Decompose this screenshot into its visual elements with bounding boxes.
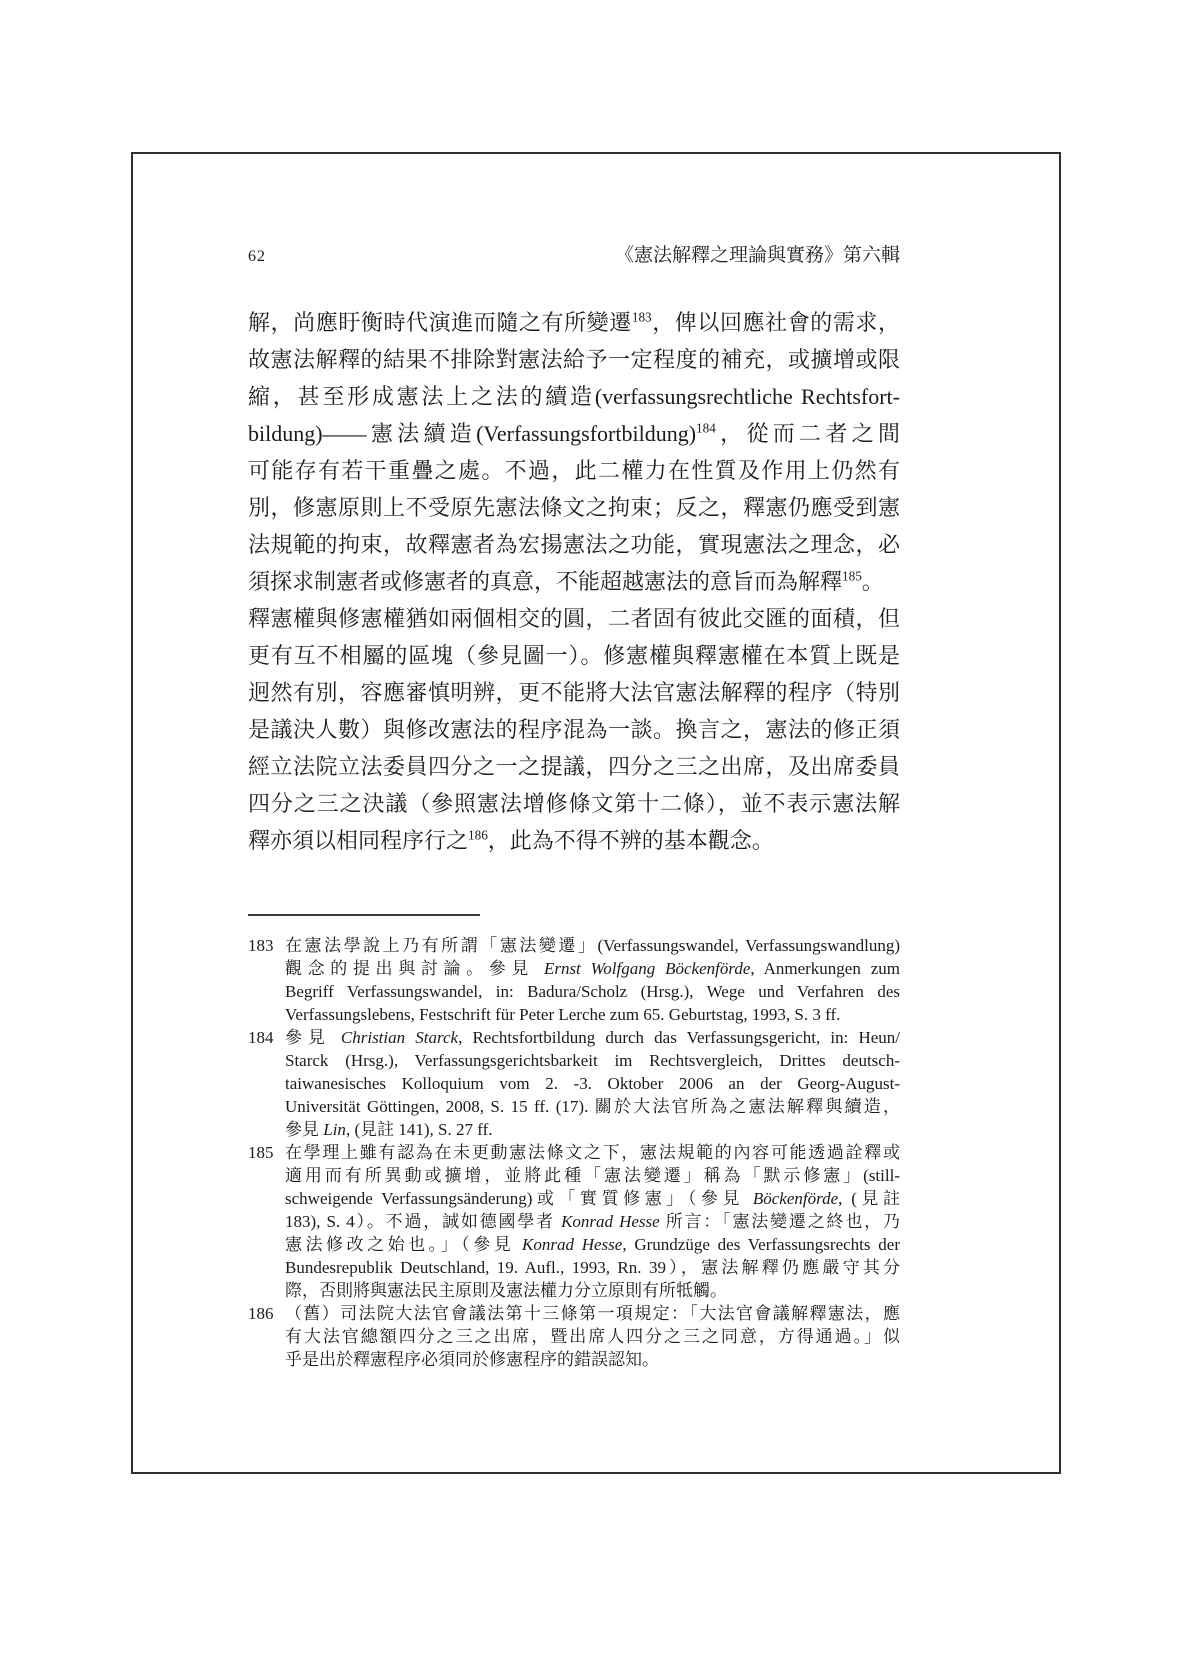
footnote-line bbox=[285, 1187, 900, 1210]
body-line bbox=[248, 415, 900, 452]
footnote-line bbox=[285, 1348, 900, 1371]
body-line bbox=[248, 304, 900, 341]
footnote-line bbox=[285, 1072, 900, 1095]
text-segment: Bundesrepublik Deutschland, 19. Aufl., 1993, Rn. 39），憲法解釋仍應嚴守其分 bbox=[285, 1258, 900, 1277]
footnote-reference: 183 bbox=[631, 309, 652, 325]
text-segment: , Grundzüge des Verfassungsrechts der bbox=[622, 1235, 900, 1254]
body-line bbox=[248, 378, 900, 415]
text-segment: ，此為不得不辨的基本觀念。 bbox=[487, 828, 774, 853]
text-segment: Ernst Wolfgang Böckenförde bbox=[543, 959, 751, 978]
body-line bbox=[248, 674, 900, 711]
body-line bbox=[248, 637, 900, 674]
text-segment: ，從而二者之間 bbox=[715, 421, 900, 446]
body-line bbox=[248, 526, 900, 563]
body-line bbox=[248, 341, 900, 378]
body-line bbox=[248, 748, 900, 785]
footnote-reference: 185 bbox=[842, 568, 862, 584]
text-segment: 適用而有所異動或擴增，並將此種「憲法變遷」稱為「默示修憲」(still- bbox=[285, 1166, 900, 1185]
text-segment: schweigende Verfassungsänderung)或「實質修憲」（參見 bbox=[285, 1189, 753, 1208]
footnote-number: 186 bbox=[248, 1304, 274, 1323]
footnote-line bbox=[285, 1118, 900, 1141]
text-segment: 可能存有若干重疊之處。不過，此二權力在性質及作用上仍然有 bbox=[248, 458, 900, 483]
text-segment: 經立法院立法委員四分之一之提議，四分之三之出席，及出席委員 bbox=[248, 754, 900, 779]
text-segment: Begriff Verfassungswandel, in: Badura/Scholz (Hrsg.), Wege und Verfahren des bbox=[285, 982, 900, 1001]
footnote-line bbox=[285, 1003, 900, 1026]
text-segment: Böckenförde bbox=[752, 1189, 839, 1208]
text-segment: , (見註 bbox=[838, 1189, 900, 1208]
text-segment: bildung)——憲法續造(Verfassungsfortbildung) bbox=[248, 421, 697, 446]
text-segment: 乎是出於釋憲程序必須同於修憲程序的錯誤認知。 bbox=[285, 1350, 659, 1369]
footnote-line bbox=[285, 1049, 900, 1072]
footnote-reference: 186 bbox=[468, 827, 488, 843]
text-segment: Christian Starck bbox=[340, 1028, 459, 1047]
text-segment: 解，尚應盱衡時代演進而隨之有所變遷 bbox=[248, 310, 632, 335]
footnote-reference: 184 bbox=[696, 420, 716, 436]
body-line bbox=[248, 600, 900, 637]
footnote-line bbox=[285, 1095, 900, 1118]
text-segment: 參見 bbox=[285, 1028, 341, 1047]
text-segment: 在學理上雖有認為在未更動憲法條文之下，憲法規範的內容可能透過詮釋或 bbox=[285, 1143, 900, 1162]
footnote-183 bbox=[248, 934, 900, 1026]
footnote-186 bbox=[248, 1302, 900, 1371]
footnote-line bbox=[285, 1233, 900, 1256]
text-segment: 法規範的拘束，故釋憲者為宏揚憲法之功能，實現憲法之理念，必 bbox=[248, 532, 900, 557]
body-line bbox=[248, 711, 900, 748]
text-segment: 所言：「憲法變遷之終也，乃 bbox=[659, 1212, 900, 1231]
text-segment: Universität Göttingen, 2008, S. 15 ff. (17). 關於大法官所為之憲法解釋與續造， bbox=[285, 1097, 900, 1116]
text-segment: Konrad Hesse bbox=[522, 1235, 623, 1254]
footnote-number: 183 bbox=[248, 936, 274, 955]
text-segment: 是議決人數）與修改憲法的程序混為一談。換言之，憲法的修正須 bbox=[248, 717, 900, 742]
footnote-line bbox=[285, 1325, 900, 1348]
body-line bbox=[248, 452, 900, 489]
text-segment: 更有互不相屬的區塊（參見圖一）。修憲權與釋憲權在本質上既是 bbox=[248, 643, 900, 668]
body-line bbox=[248, 563, 900, 600]
footnote-line bbox=[285, 1302, 900, 1325]
text-segment: Lin bbox=[323, 1120, 346, 1139]
footnote-number: 184 bbox=[248, 1028, 274, 1047]
text-segment: , Rechtsfortbildung durch das Verfassungsgericht, in: Heun/ bbox=[458, 1028, 900, 1047]
text-segment: , (見註 141), S. 27 ff. bbox=[345, 1120, 493, 1139]
text-segment: 在憲法學說上乃有所謂「憲法變遷」(Verfassungswandel, Verfassungswandlung) bbox=[285, 936, 900, 955]
text-segment: Verfassungslebens, Festschrift für Peter Lerche zum 65. Geburtstag, 1993, S. 3 ff. bbox=[285, 1005, 841, 1024]
text-segment: 釋憲權與修憲權猶如兩個相交的圓，二者固有彼此交匯的面積，但 bbox=[248, 606, 900, 631]
text-segment: 縮，甚至形成憲法上之法的續造(verfassungsrechtliche Rechtsfort- bbox=[248, 384, 900, 409]
body-line bbox=[248, 489, 900, 526]
text-segment: 有大法官總額四分之三之出席，暨出席人四分之三之同意，方得通過。」似 bbox=[285, 1327, 900, 1346]
footnote-184 bbox=[248, 1026, 900, 1141]
text-segment: 183), S. 4）。不過，誠如德國學者 bbox=[285, 1212, 562, 1231]
footnote-line bbox=[285, 957, 900, 980]
footnote-line bbox=[285, 1210, 900, 1233]
footnote-line bbox=[285, 1256, 900, 1279]
page-number: 62 bbox=[248, 248, 266, 265]
text-segment: （舊）司法院大法官會議法第十三條第一項規定：「大法官會議解釋憲法，應 bbox=[285, 1304, 900, 1323]
page-frame bbox=[131, 152, 1061, 1474]
text-segment: 四分之三之決議（參照憲法增修條文第十二條），並不表示憲法解 bbox=[248, 791, 900, 816]
text-segment: 際，否則將與憲法民主原則及憲法權力分立原則有所牴觸。 bbox=[285, 1281, 727, 1300]
text-segment: 須探求制憲者或修憲者的真意，不能超越憲法的意旨而為解釋 bbox=[248, 569, 843, 594]
text-segment: 。 bbox=[861, 569, 884, 594]
text-segment: Starck (Hrsg.), Verfassungsgerichtsbarkeit im Rechtsvergleich, Drittes deutsch- bbox=[285, 1051, 900, 1070]
text-segment: 釋亦須以相同程序行之 bbox=[248, 828, 469, 853]
footnote-separator bbox=[248, 914, 480, 916]
footnote-line bbox=[285, 1026, 900, 1049]
text-segment: 迥然有別，容應審慎明辨，更不能將大法官憲法解釋的程序（特別 bbox=[248, 680, 900, 705]
book-title: 《憲法解釋之理論與實務》第六輯 bbox=[614, 245, 900, 266]
text-segment: 別，修憲原則上不受原先憲法條文之拘束；反之，釋憲仍應受到憲 bbox=[248, 495, 900, 520]
page-header bbox=[248, 240, 900, 267]
footnote-line bbox=[285, 1141, 900, 1164]
footnote-line bbox=[285, 980, 900, 1003]
text-segment: taiwanesisches Kolloquium vom 2. -3. Oktober 2006 an der Georg-August- bbox=[285, 1074, 900, 1093]
text-segment: 故憲法解釋的結果不排除對憲法給予一定程度的補充，或擴增或限 bbox=[248, 347, 900, 372]
footnote-line bbox=[285, 1279, 900, 1302]
footnote-line bbox=[285, 934, 900, 957]
text-segment: Konrad Hesse bbox=[561, 1212, 660, 1231]
body-line bbox=[248, 785, 900, 822]
text-segment: 憲法修改之始也。」（參見 bbox=[285, 1235, 522, 1254]
text-segment: 觀念的提出與討論。參見 bbox=[285, 959, 544, 978]
footnote-line bbox=[285, 1164, 900, 1187]
text-segment: 參見 bbox=[285, 1120, 324, 1139]
body-paragraph bbox=[248, 304, 900, 859]
footnotes-section bbox=[248, 934, 900, 1371]
footnote-number: 185 bbox=[248, 1143, 274, 1162]
footnote-185 bbox=[248, 1141, 900, 1302]
text-segment: ，俾以回應社會的需求， bbox=[651, 310, 900, 335]
text-segment: , Anmerkungen zum bbox=[750, 959, 901, 978]
body-line bbox=[248, 822, 900, 859]
